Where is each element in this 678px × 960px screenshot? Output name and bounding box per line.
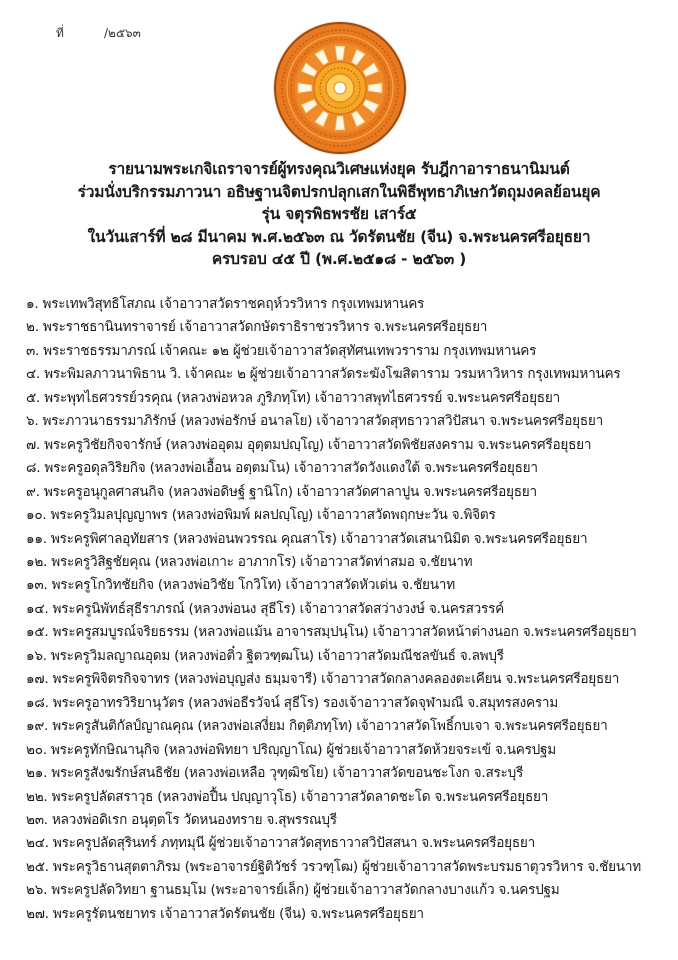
list-item: ๑๘. พระครูอาทรวิริยานุวัตร (หลวงพ่อธีรวัจน์ สุธีโร) รองเจ้าอาวาสวัดจุฬามณี จ.สมุทรสงคราม: [26, 694, 558, 711]
list-item: ๑. พระเทพวิสุทธิโสภณ เจ้าอาวาสวัดราชคฤห์วรวิหาร กรุงเทพมหานคร: [26, 296, 425, 312]
document-number-label: ที่: [56, 26, 64, 40]
list-item: ๑๑. พระครูพิศาลอุทัยสาร (หลวงพ่อนพวรรณ คุณสาโร) เจ้าอาวาสวัดเสนานิมิต จ.พระนครศรีอยุธยา: [26, 530, 588, 547]
document-header: [0, 158, 678, 271]
header-date-venue: ในวันเสาร์ที่ ๒๘ มีนาคม พ.ศ.๒๕๖๓ ณ วัดรัตนชัย (จีน) จ.พระนครศรีอยุธยา: [87, 227, 591, 246]
list-item: ๑๔. พระครูนิพัทธ์สุธีราภรณ์ (หลวงพ่อนง สุธีโร) เจ้าอาวาสวัดสว่างวงษ์ จ.นครสวรรค์: [26, 600, 504, 617]
list-item: ๒๐. พระครูทักษิณานุกิจ (หลวงพ่อพิทยา ปริญฺญาโณ) ผู้ช่วยเจ้าอาวาสวัดห้วยจระเข้ จ.นครปฐม: [26, 741, 556, 758]
list-item: ๑๕. พระครูสมบูรณ์จริยธรรม (หลวงพ่อแม้น อาจารสมฺปนฺโน) เจ้าอาวาสวัดหน้าต่างนอก จ.พระนครศรีอยุธยา: [26, 624, 637, 641]
header-edition: รุ่น จตุรพิธพรชัย เสาร์๕: [261, 205, 417, 223]
list-item: ๘. พระครูอดุลวิริยกิจ (หลวงพ่อเอื้อน อตฺตมโน) เจ้าอาวาสวัดวังแดงใต้ จ.พระนครศรีอยุธยา: [26, 460, 538, 477]
list-item: ๑๗. พระครูพิจิตรกิจจาทร (หลวงพ่อบุญส่ง ธมฺมจารี) เจ้าอาวาสวัดกลางคลองตะเคียน จ.พระนครศรีอยุธยา: [26, 671, 620, 688]
list-item: ๒๑. พระครูสังฆรักษ์สนธิชัย (หลวงพ่อเหลือ วุฑฺฒิชโย) เจ้าอาวาสวัดขอนชะโงก จ.สระบุรี: [26, 765, 524, 782]
list-item: ๖. พระภาวนาธรรมาภิรักษ์ (หลวงพ่อรักษ์ อนาลโย) เจ้าอาวาสวัดสุทธาวาสวิปัสนา จ.พระนครศรีอยุธยา: [26, 413, 603, 430]
dharmachakra-emblem-icon: [272, 20, 408, 156]
list-item: ๒. พระราชธานินทราจารย์ เจ้าอาวาสวัดกษัตราธิราชวรวิหาร จ.พระนครศรีอยุธยา: [26, 319, 488, 336]
document-number-value: /๒๕๖๓: [104, 26, 141, 40]
list-item: ๓. พระราชธรรมาภรณ์ เจ้าคณะ ๑๒ ผู้ช่วยเจ้าอาวาสวัดสุทัศนเทพวราราม กรุงเทพมหานคร: [26, 342, 537, 359]
list-item: ๑๐. พระครูวิมลปุญญาพร (หลวงพ่อพิมพ์ ผลปญฺโญ) เจ้าอาวาสวัดพฤกษะวัน จ.พิจิตร: [26, 507, 496, 524]
header-anniversary: ครบรอบ ๔๕ ปี (พ.ศ.๒๕๑๘ - ๒๕๖๓ ): [211, 250, 467, 268]
list-item: ๒๖. พระครูปลัดวิทยา ฐานธมฺโม (พระอาจารย์เล็ก) ผู้ช่วยเจ้าอาวาสวัดกลางบางแก้ว จ.นครปฐม: [26, 882, 560, 899]
list-item: ๗. พระครูวิชัยกิจจารักษ์ (หลวงพ่ออุดม อุตฺตมปญฺโญ) เจ้าอาวาสวัดพิชัยสงคราม จ.พระนครศรีอยุธยา: [26, 436, 592, 453]
list-item: ๒๒. พระครูปลัดสราวุธ (หลวงพ่อปื้น ปญฺญาวุโธ) เจ้าอาวาสวัดลาดชะโด จ.พระนครศรีอยุธยา: [26, 788, 549, 805]
list-item: ๑๓. พระครูโกวิทชัยกิจ (หลวงพ่อวิชัย โกวิโท) เจ้าอาวาสวัดหัวเด่น จ.ชัยนาท: [26, 577, 455, 594]
list-item: ๒๕. พระครูวิธานสุตตาภิรม (พระอาจารย์ฐิติวัชร์ วรวฑฺโฒ) ผู้ช่วยเจ้าอาวาสวัดพระบรมธาตุวรวิหาร จ.ชัยนาท: [26, 858, 641, 875]
list-item: ๕. พระพุทไธศวรรย์วรคุณ (หลวงพ่อหวล ภูริภทฺโท) เจ้าอาวาสพุทไธศวรรย์ จ.พระนครศรีอยุธยา: [26, 389, 560, 406]
list-item: ๑๖. พระครูวิมลญาณอุดม (หลวงพ่อติ๋ว ฐิตวฑฺฒโน) เจ้าอาวาสวัดมณีชลขันธ์ จ.ลพบุรี: [26, 647, 504, 664]
header-title: รายนามพระเกจิเถราจารย์ผู้ทรงคุณวิเศษแห่งยุค รับฎีกาอาราธนานิมนต์: [108, 160, 570, 178]
list-item: ๙. พระครูอนุกูลศาสนกิจ (หลวงพ่อดิษฐ์ ฐานิโก) เจ้าอาวาสวัดศาลาปูน จ.พระนครศรีอยุธยา: [26, 483, 537, 500]
header-subtitle: ร่วมนั่งบริกรรมภาวนา อธิษฐานจิตปรกปลุกเสกในพิธีพุทธาภิเษกวัตถุมงคลย้อนยุค: [77, 182, 601, 201]
list-item: ๔. พระพิมลภาวนาพิธาน วิ. เจ้าคณะ ๒ ผู้ช่วยเจ้าอาวาสวัดระฆังโฆสิตาราม วรมหาวิหาร กรุงเทพมหานคร: [26, 366, 621, 383]
list-item: ๑๙. พระครูสันติกัลป์ญาณคุณ (หลวงพ่อเสงี่ยม กิตฺติภทฺโท) เจ้าอาวาสวัดโพธิ์กบเจา จ.พระนครศรีอยุธยา: [26, 718, 608, 735]
list-item: ๒๓. หลวงพ่อดิเรก อนุตฺตโร วัดหนองทราย จ.สุพรรณบุรี: [26, 811, 337, 828]
list-item: ๒๗. พระครูรัตนชยาทร เจ้าอาวาสวัดรัตนชัย (จีน) จ.พระนครศรีอยุธยา: [26, 905, 424, 922]
list-item: ๒๔. พระครูปลัดสุรินทร์ ภทฺทมุนี ผู้ช่วยเจ้าอาวาสวัดสุทธาวาสวิปัสสนา จ.พระนครศรีอยุธยา: [26, 835, 536, 852]
monk-list: [26, 293, 672, 926]
list-item: ๑๒. พระครูวิสิฐชัยคุณ (หลวงพ่อเกาะ อาภากโร) เจ้าอาวาสวัดท่าสมอ จ.ชัยนาท: [26, 553, 473, 570]
